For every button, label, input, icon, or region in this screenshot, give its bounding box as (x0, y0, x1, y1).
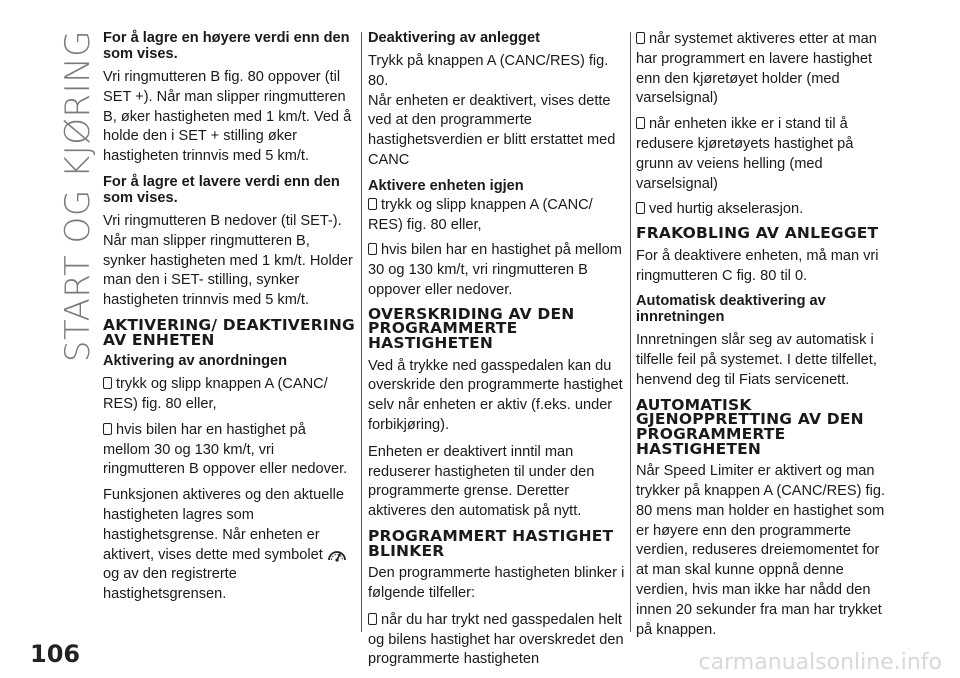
bullet-icon (103, 423, 112, 435)
paragraph-exceed-2: Enheten er deaktivert inntil man reduserer hastigheten til under den programmerte grense. Deretter aktiveres den automatisk på nytt. (368, 443, 595, 520)
bullet-icon (368, 613, 377, 625)
bullet-item (636, 115, 886, 194)
paragraph-auto-deactivation: Innretningen slår seg av automatisk i tilfelle feil på systemet. I dette tilfellet, henvend deg til Fiats servicenett. (636, 332, 877, 388)
page-number: 106 (30, 640, 81, 668)
column-divider (630, 32, 631, 632)
paragraph-store-higher: Vri ringmutteren B fig. 80 oppover (til SET +). Når man slipper ringmutteren B, øker hastigheten med 1 km/t. Ved å holde den i SET + stilling øker hastigheten trinnvis med 5 km/t. (103, 69, 352, 165)
paragraph-deactivation-1: Trykk på knappen A (CANC/RES) fig. 80. (368, 53, 609, 89)
speed-limiter-icon (327, 547, 347, 562)
paragraph-function-text: Funksjonen aktiveres og den aktuelle hastigheten lagres som hastighetsgrense. Når enheten er aktivert, vises dette med symbolet (103, 487, 344, 563)
bullet-text: trykk og slipp knappen A (CANC/ RES) fig. 80 eller, (368, 196, 593, 233)
heading-store-lower: For å lagre et lavere verdi enn den som vises. (103, 173, 340, 206)
paragraph-auto-restore: Når Speed Limiter er aktivert og man trykker på knappen A (CANC/RES) fig. 80 mens man holder en hastighet som er høyere enn den programmerte verdien, reduseres dreiemomentet for at man skal kunne oppnå denne verdien, hvis man ikke har nådd den innen 20 sekunder fra man har trykket på knappen. (636, 463, 886, 638)
bullet-text: hvis bilen har en hastighet på mellom 30 og 130 km/t, vri ringmutteren B oppover eller nedover. (368, 242, 622, 298)
column-1 (103, 30, 355, 612)
bullet-icon (636, 202, 645, 214)
bullet-icon (368, 198, 377, 210)
paragraph-store-lower: Vri ringmutteren B nedover (til SET-). Når man slipper ringmutteren B, synker hastigheten med 1 km/t. Holder man den i SET- stilling, synker hastigheten trinnvis med 5 km/t. (103, 212, 353, 309)
bullet-text: ved hurtig akselerasjon. (649, 201, 804, 218)
heading-exceed-speed: OVERSKRIDING AV DEN PROGRAMMERTE HASTIGHETEN (368, 304, 575, 352)
bullet-text: når enheten ikke er i stand til å redusere kjøretøyets hastighet på grunn av veiens helling (med varselsignal) (636, 116, 854, 192)
heading-disconnect-system: FRAKOBLING AV ANLEGGET (636, 224, 879, 243)
paragraph-function-end: og av den registrerte hastighetsgrensen. (103, 566, 237, 603)
bullet-item (103, 375, 355, 415)
bullet-text: trykk og slipp knappen A (CANC/ RES) fig. 80 eller, (103, 376, 328, 412)
heading-activate-device: Aktivering av anordningen (103, 353, 288, 370)
bullet-item (103, 421, 355, 480)
heading-store-higher: For å lagre en høyere verdi enn den som vises. (103, 30, 350, 62)
paragraph-exceed-1: Ved å trykke ned gasspedalen kan du overskride den programmerte hastighet selv når enheten er aktiv (f.eks. under forbikjøring). (368, 357, 623, 433)
heading-speed-blinks: PROGRAMMERT HASTIGHET BLINKER (368, 526, 614, 560)
bullet-icon (368, 243, 377, 255)
bullet-item (368, 241, 626, 300)
bullet-icon (636, 32, 645, 44)
column-2 (368, 30, 626, 676)
bullet-text: hvis bilen har en hastighet på mellom 30 og 130 km/t, vri ringmutteren B oppover eller nedover. (103, 421, 348, 478)
section-side-title: START OG KJØRING (58, 30, 98, 363)
column-divider (361, 32, 362, 632)
watermark: carmanualsonline.info (698, 650, 942, 675)
column-3 (636, 30, 886, 647)
bullet-icon (636, 117, 645, 129)
bullet-item (636, 30, 886, 109)
bullet-text: når systemet aktiveres etter at man har programmert en lavere hastighet enn den kjøretøyet holder (med varselsignal) (636, 31, 877, 107)
paragraph-function (103, 486, 355, 605)
heading-auto-deactivation: Automatisk deaktivering av innretningen (636, 293, 826, 326)
bullet-item (368, 196, 626, 236)
paragraph-blink: Den programmerte hastigheten blinker i følgende tilfeller: (368, 565, 625, 601)
heading-auto-restore: AUTOMATISK GJENOPPRETTING AV DEN PROGRAMMERTE HASTIGHETEN (636, 395, 864, 458)
bullet-item (368, 611, 626, 670)
heading-deactivation: Deaktivering av anlegget (368, 30, 540, 46)
heading-activate-again: Aktivere enheten igjen (368, 177, 524, 194)
paragraph-deactivation-2: Når enheten er deaktivert, vises dette ved at den programmerte hastighetsverdien er blitt erstattet med CANC (368, 92, 616, 168)
bullet-text: når du har trykt ned gasspedalen helt og bilens hastighet har overskredet den programmerte hastigheten (368, 611, 624, 668)
bullet-icon (103, 377, 112, 389)
bullet-item (636, 200, 886, 220)
paragraph-disconnect: For å deaktivere enheten, må man vri ringmutteren C fig. 80 til 0. (636, 247, 879, 284)
heading-activation-deactivation: AKTIVERING/ DEAKTIVERING AV ENHETEN (103, 315, 355, 349)
